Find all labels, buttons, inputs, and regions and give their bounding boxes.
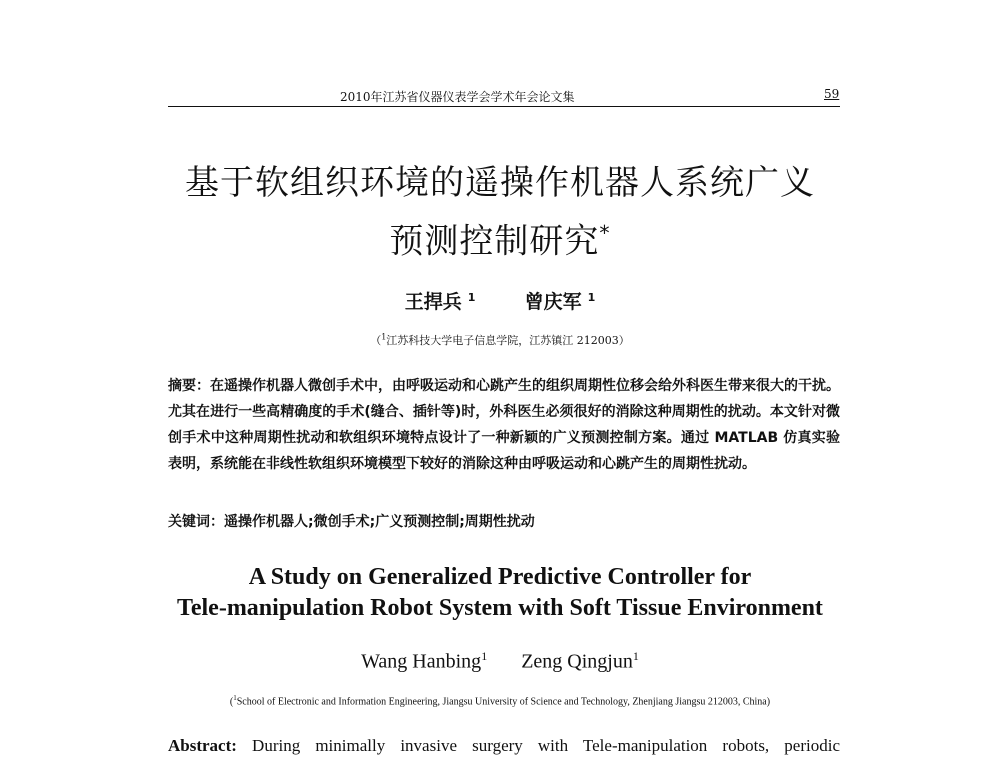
title-footnote-mark: *	[599, 221, 611, 245]
affil-text: 江苏科技大学电子信息学院，江苏镇江 212003）	[386, 334, 630, 347]
chinese-keywords	[168, 510, 840, 534]
english-title-line-1: A Study on Generalized Predictive Controller for	[248, 564, 752, 590]
affil-open: (	[229, 696, 234, 708]
author-name: Wang Hanbing	[361, 650, 482, 673]
author-name: 曾庆军	[524, 291, 582, 313]
chinese-authors	[0, 287, 1000, 314]
page-number: 59	[824, 87, 840, 101]
english-title	[100, 562, 900, 624]
affil-text: School of Electronic and Information Engineering, Jiangsu University of Science and Technology, Zhenjiang Jiangsu 212003, China)	[236, 696, 771, 708]
chinese-affiliation	[0, 332, 1000, 348]
english-abstract-label: Abstract:	[168, 736, 237, 755]
english-title-line-2: Tele-manipulation Robot System with Soft Tissue Environment	[177, 595, 823, 621]
affil-mark: 1	[381, 332, 387, 342]
chinese-keywords-text: 遥操作机器人;微创手术;广义预测控制;周期性扰动	[224, 514, 535, 530]
affil-open: （	[370, 334, 382, 347]
affil-mark: 1	[233, 694, 237, 702]
english-abstract	[168, 736, 840, 756]
running-head-rule	[168, 106, 840, 107]
running-head: 2010年江苏省仪器仪表学会学术年会论文集	[340, 90, 575, 104]
english-authors	[0, 649, 1000, 674]
chinese-abstract-label: 摘要：	[168, 378, 210, 394]
author-affil-mark: 1	[467, 290, 476, 304]
author-name: 王捍兵	[404, 291, 462, 313]
english-affiliation	[0, 694, 1000, 707]
chinese-title	[100, 158, 900, 266]
chinese-title-line-2	[100, 208, 900, 266]
author-affil-mark: 1	[481, 649, 488, 663]
chinese-title-line-2-text: 预测控制研究	[389, 221, 600, 262]
chinese-title-line-1: 基于软组织环境的遥操作机器人系统广义	[185, 163, 815, 203]
author-affil-mark: 1	[632, 649, 639, 663]
author-affil-mark: 1	[587, 290, 596, 304]
chinese-abstract	[168, 373, 840, 477]
english-abstract-text: During minimally invasive surgery with Tele-manipulation robots, periodic	[252, 736, 840, 755]
chinese-abstract-text: 在遥操作机器人微创手术中，由呼吸运动和心跳产生的组织周期性位移会给外科医生带来很大的干扰。尤其在进行一些高精确度的手术(缝合、插针等)时，外科医生必须很好的消除这种周期性的扰动。本文针对微创手术中这种周期性扰动和软组织环境特点设计了一种新颖的广义预测控制方案。通过 MATLAB 仿真实验表明，系统能在非线性软组织环境模型下较好的消除这种由呼吸运动和心跳产生的周期性扰动。	[168, 378, 840, 472]
chinese-keywords-label: 关键词：	[168, 514, 224, 530]
author-name: Zeng Qingjun	[521, 650, 633, 673]
